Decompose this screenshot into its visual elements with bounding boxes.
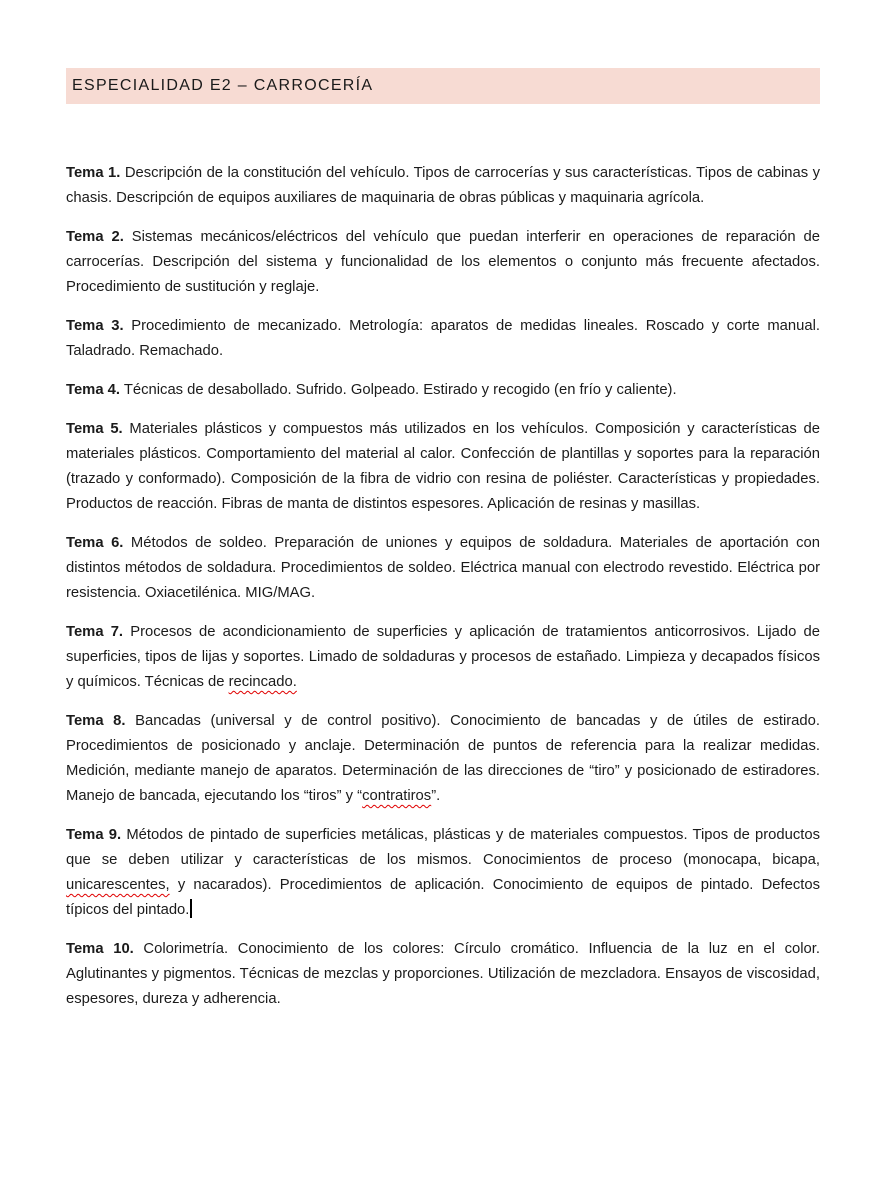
- topic-text-before: Sistemas mecánicos/eléctricos del vehículo que puedan interferir en operaciones de reparación de carrocerías. Descripción del sistema y funcionalidad de los elementos o conjunto más frecuente afectados. Procedimiento de sustitución y reglaje.: [66, 229, 820, 295]
- topic-paragraph[interactable]: [66, 937, 820, 1012]
- topic-paragraph[interactable]: [66, 314, 820, 364]
- topic-paragraph[interactable]: [66, 620, 820, 695]
- topic-text-before: Colorimetría. Conocimiento de los colores: Círculo cromático. Influencia de la luz en el color. Aglutinantes y pigmentos. Técnicas de mezclas y proporciones. Utilización de mezcladora. Ensayos de viscosidad, espesores, dureza y adherencia.: [66, 941, 820, 1007]
- topic-text-before: Procesos de acondicionamiento de superficies y aplicación de tratamientos anticorrosivos. Lijado de superficies, tipos de lijas y soportes. Limado de soldaduras y procesos de estañado. Limpieza y decapados físicos y químicos. Técnicas de: [66, 624, 820, 690]
- topic-paragraph[interactable]: [66, 225, 820, 300]
- topic-label: Tema 9.: [66, 827, 122, 843]
- topic-label: Tema 6.: [66, 535, 124, 551]
- topic-text-after: y nacarados). Procedimientos de aplicación. Conocimiento de equipos de pintado. Defectos típicos del pintado.: [66, 877, 820, 918]
- misspelled-word: unicarescentes,: [66, 877, 170, 893]
- topic-label: Tema 5.: [66, 421, 123, 437]
- topic-label: Tema 2.: [66, 229, 124, 245]
- topic-label: Tema 4.: [66, 382, 121, 398]
- topic-text-before: Procedimiento de mecanizado. Metrología: aparatos de medidas lineales. Roscado y corte manual. Taladrado. Remachado.: [66, 318, 820, 359]
- topic-paragraph[interactable]: [66, 709, 820, 809]
- topic-text-before: Métodos de pintado de superficies metálicas, plásticas y de materiales compuestos. Tipos de productos que se deben utilizar y características de los mismos. Conocimientos de proceso (monocapa, bicapa,: [66, 827, 820, 868]
- topic-label: Tema 3.: [66, 318, 124, 334]
- topic-paragraph[interactable]: [66, 161, 820, 211]
- topic-text-before: Técnicas de desabollado. Sufrido. Golpeado. Estirado y recogido (en frío y caliente).: [120, 382, 677, 398]
- topic-label: Tema 8.: [66, 713, 126, 729]
- misspelled-word: recincado.: [228, 674, 297, 690]
- topic-text-before: Bancadas (universal y de control positivo). Conocimiento de bancadas y de útiles de estirado. Procedimientos de posicionado y anclaje. Determinación de puntos de referencia para la realizar medidas. Medición, mediante manejo de aparatos. Determinación de las direcciones de “tiro” y posicionado de estiradores. Manejo de bancada, ejecutando los “tiros” y “: [66, 713, 820, 804]
- topic-text-before: Métodos de soldeo. Preparación de uniones y equipos de soldadura. Materiales de aportación con distintos métodos de soldadura. Procedimientos de soldeo. Eléctrica manual con electrodo revestido. Eléctrica por resistencia. Oxiacetilénica. MIG/MAG.: [66, 535, 820, 601]
- misspelled-word: contratiros: [362, 788, 432, 804]
- topic-paragraph[interactable]: [66, 531, 820, 606]
- topic-paragraph[interactable]: [66, 823, 820, 923]
- topic-paragraph[interactable]: [66, 378, 820, 403]
- topic-text-before: Descripción de la constitución del vehículo. Tipos de carrocerías y sus características. Tipos de cabinas y chasis. Descripción de equipos auxiliares de maquinaria de obras públicas y maquinaria agrícola.: [66, 165, 820, 206]
- section-title: ESPECIALIDAD E2 – CARROCERÍA: [72, 77, 374, 94]
- section-header[interactable]: [66, 68, 820, 104]
- topic-paragraph[interactable]: [66, 417, 820, 517]
- topic-label: Tema 7.: [66, 624, 124, 640]
- topic-list: [66, 161, 820, 1012]
- topic-text-after: ”.: [431, 788, 441, 804]
- topic-label: Tema 1.: [66, 165, 121, 181]
- topic-text-before: Materiales plásticos y compuestos más utilizados en los vehículos. Composición y características de materiales plásticos. Comportamiento del material al calor. Confección de plantillas y soportes para la reparación (trazado y conformado). Composición de la fibra de vidrio con resina de poliéster. Características y propiedades. Productos de reacción. Fibras de manta de distintos espesores. Aplicación de resinas y masillas.: [66, 421, 820, 512]
- topic-label: Tema 10.: [66, 941, 134, 957]
- text-cursor: [190, 899, 192, 918]
